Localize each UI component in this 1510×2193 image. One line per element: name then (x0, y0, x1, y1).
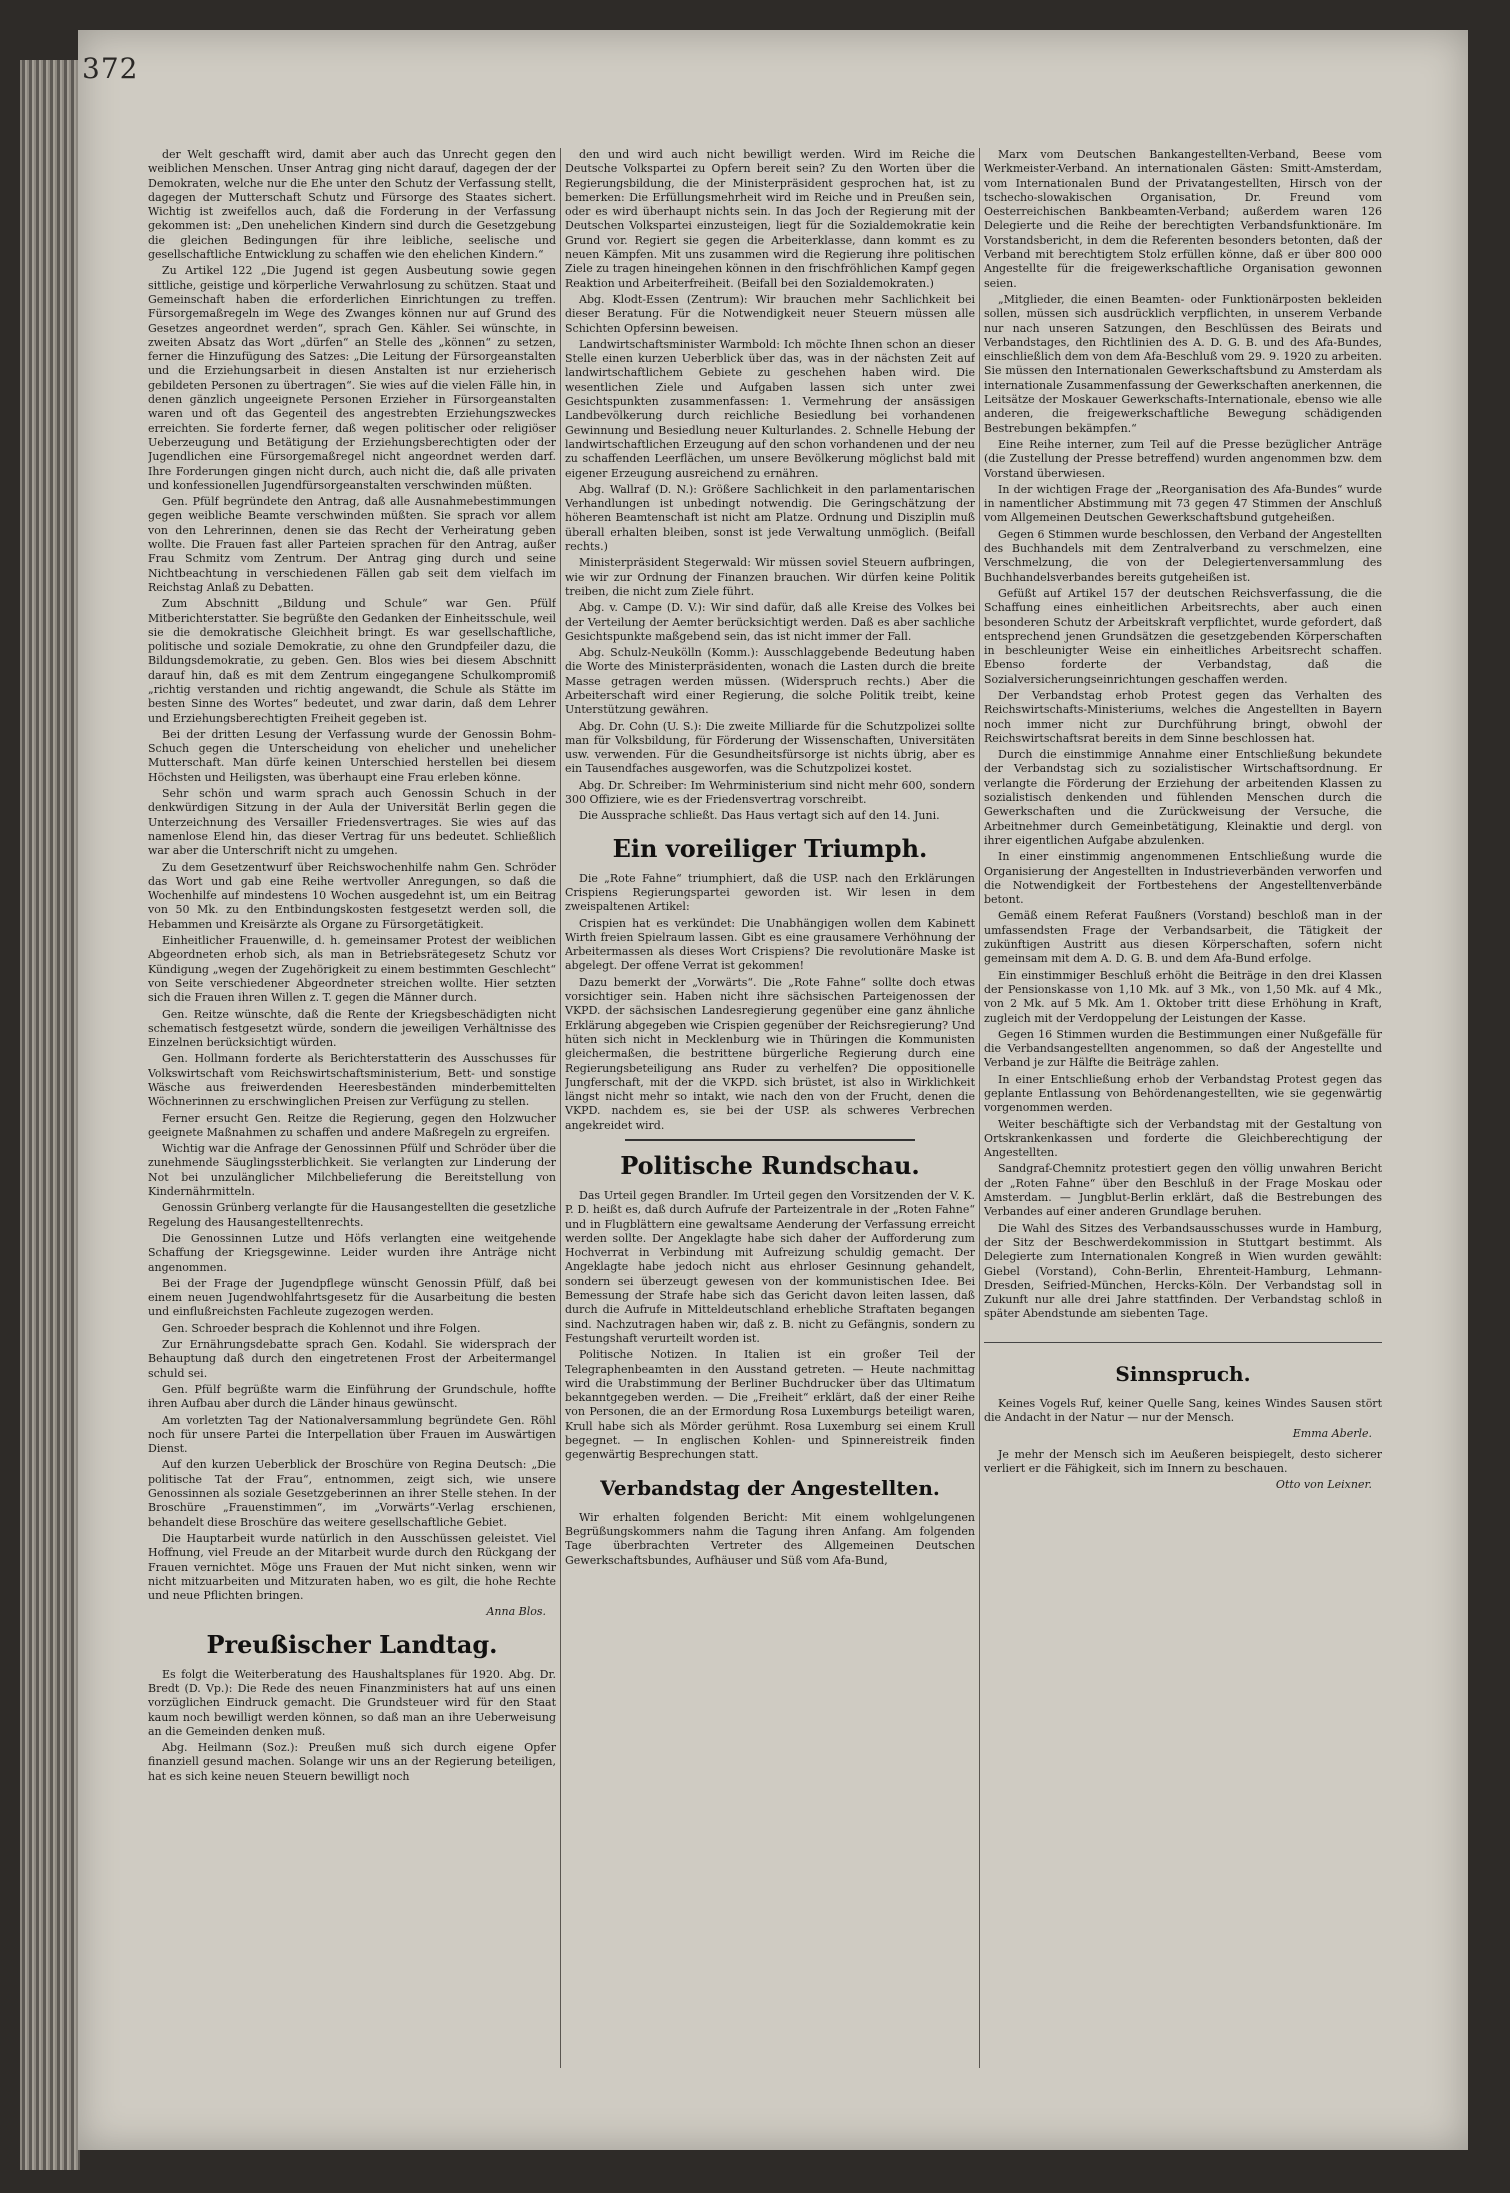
column-rule (560, 148, 561, 2068)
paragraph: Gen. Reitze wünschte, daß die Rente der Kriegsbeschädigten nicht schematisch festgesetzt würde, sondern die jeweiligen Verhältnisse des Einzelnen berücksichtigt würden. (148, 1007, 556, 1050)
paragraph: Das Urteil gegen Brandler. Im Urteil gegen den Vorsitzenden der V. K. P. D. heißt es, daß durch Aufrufe der Parteizentrale in der „Roten Fahne“ und in Flugblättern eine gewaltsame Aenderung der Verfassung erreicht werden sollte. Der Angeklagte habe sich daher der Aufforderung zum Hochverrat in Verbindung mit Aufreizung schuldig gemacht. Der Angeklagte habe jedoch nicht aus ehrloser Gesinnung gehandelt, sondern sei überzeugt gewesen von der kommunistischen Idee. Bei Bemessung der Strafe habe sich das Gericht davon leiten lassen, daß durch die Aufrufe in Mitteldeutschland erhebliche Straftaten begangen sind. Nachzutragen haben wir, daß z. B. nicht zu Gefängnis, sondern zu Festungshaft verurteilt worden ist. (565, 1189, 975, 1345)
column-3-body (984, 148, 1382, 1322)
paragraph: Die Hauptarbeit wurde natürlich in den Ausschüssen geleistet. Viel Hoffnung, viel Freude an der Mitarbeit wurde durch den Rückgang der Frauen vernichtet. Möge uns Frauen der Mut nicht sinken, wenn wir nicht mitzuarbeiten und Mitzuraten haben, wo es gilt, die hohe Rechte und neue Pflichten bringen. (148, 1531, 556, 1603)
sinnspruch2-text: Je mehr der Mensch sich im Aeußeren beispiegelt, desto sicherer verliert er die Fähigkeit, sich im Innern zu beschauen. (984, 1447, 1382, 1475)
paragraph: Abg. Wallraf (D. N.): Größere Sachlichkeit in den parlamentarischen Verhandlungen ist unbedingt notwendig. Die Geringschätzung der höheren Beamtenschaft ist nicht am Platze. Ordnung und Disziplin muß überall erhalten bleiben, sonst ist jede Verwaltung unmöglich. (Beifall rechts.) (565, 482, 975, 554)
paragraph: Die Wahl des Sitzes des Verbandsausschusses wurde in Hamburg, der Sitz der Beschwerdekommission in Stuttgart bestimmt. Als Delegierte zum Internationalen Kongreß in Wien wurden gewählt: Giebel (Vorstand), Cohn-Berlin, Ehrenteit-Hamburg, Lehmann-Dresden, Seifried-München, Hercks-Köln. Der Verbandstag soll in Zukunft nur alle drei Jahre stattfinden. Der Verbandstag schloß in später Abendstunde am siebenten Tage. (984, 1221, 1382, 1321)
paragraph: Einheitlicher Frauenwille, d. h. gemeinsamer Protest der weiblichen Abgeordneten erhob sich, als man in Betriebsrätegesetz Schutz vor Kündigung „wegen der Zugehörigkeit zu einem bestimmten Geschlecht“ von Seite verschiedener Abgeordneter streichen wollte. Hier setzten sich die Frauen ihren Willen z. T. gegen die Männer durch. (148, 934, 556, 1005)
landtag-body (148, 1668, 556, 1784)
paragraph: Gen. Hollmann forderte als Berichterstatterin des Ausschusses für Volkswirtschaft vom Reichswirtschaftsministerium, Bett- und sonstige Wäsche aus freiwerdenden Heeresbeständen minderbemittelten Wöchnerinnen zu erschwinglichen Preisen zur Verfügung zu stellen. (148, 1052, 556, 1109)
sinnspruch2-author: Otto von Leixner. (1275, 1478, 1372, 1492)
paragraph: Sehr schön und warm sprach auch Genossin Schuch in der denkwürdigen Sitzung in der Aula der Universität Berlin gegen die Unterzeichnung des Versailler Friedensvertrages. Sie wies auf das namenlose Elend hin, das dieser Vertrag für uns bedeutet. Schließlich war aber die Unterschrift nicht zu umgehen. (148, 787, 556, 858)
paragraph: Gegen 6 Stimmen wurde beschlossen, den Verband der Angestellten des Buchhandels mit dem Zentralverband zu verschmelzen, eine Verschmelzung, die von der Delegiertenversammlung des Buchhandelsverbandes bereits gutgeheißen ist. (984, 527, 1382, 584)
paragraph: Ein einstimmiger Beschluß erhöht die Beiträge in den drei Klassen der Pensionskasse von 1,10 Mk. auf 3 Mk., von 1,50 Mk. auf 4 Mk., von 2 Mk. auf 5 Mk. Am 1. Oktober tritt diese Erhöhung in Kraft, zugleich mit der Verdoppelung der Leistungen der Kasse. (984, 968, 1382, 1025)
paragraph: In einer einstimmig angenommenen Entschließung wurde die Organisierung der Angestellten in Industrieverbänden verworfen und die Notwendigkeit der Fortbestehens der Angestelltenverbände betont. (984, 850, 1382, 907)
paragraph: Abg. Klodt-Essen (Zentrum): Wir brauchen mehr Sachlichkeit bei dieser Beratung. Für die Notwendigkeit neuer Steuern müssen alle Schichten Opfersinn beweisen. (565, 292, 975, 335)
signature: Anna Blos. (486, 1605, 546, 1619)
paragraph: Gen. Pfülf begründete den Antrag, daß alle Ausnahmebestimmungen gegen weibliche Beamte verschwinden müßten. Sie sprach vor allem von den Lehrerinnen, denen sie das Recht der Verheiratung geben wollte. Die Frauen fast aller Parteien sprachen für den Antrag, außer Frau Schmitz vom Zentrum. Der Antrag ging durch und seine Nichtbeachtung in verschiedenen Fällen gab seit dem vielfach im Reichstag Anlaß zu Debatten. (148, 495, 556, 594)
headline-verbandstag: Verbandstag der Angestellten. (600, 1475, 940, 1500)
sinnspruch-box (984, 1342, 1382, 1493)
paragraph: Gegen 16 Stimmen wurden die Bestimmungen einer Nußgefälle für die Verbandsangestellten angenommen, so daß der Angestellte und Verband je zur Hälfte die Beiträge zahlen. (984, 1027, 1382, 1070)
paragraph: Zum Abschnitt „Bildung und Schule“ war Gen. Pfülf Mitberichterstatter. Sie begrüßte den Gedanken der Einheitsschule, weil sie die demokratische Gleichheit bringt. Es war gesellschaftliche, politische und soziale Demokratie, zu ohne den Grundpfeiler dazu, die Bildungsdemokratie, zu geben. Gen. Blos wies bei diesem Abschnitt darauf hin, daß es mit dem Zentrum eingegangene Schulkompromiß „richtig verstanden und richtig angewandt, die Schule als Stätte im besten Sinne des Wortes“ bedeutet, und zwar darin, daß dem Lehrer und Erziehungsberechtigten Freiheit gegeben ist. (148, 597, 556, 725)
paragraph: „Mitglieder, die einen Beamten- oder Funktionärposten bekleiden sollen, müssen sich ausdrücklich verpflichten, in unserem Verbande nur nach unseren Satzungen, den Beschlüssen des Beirats und Verbandstages, den Richtlinien des A. D. G. B. und des Afa-Bundes, einschließlich dem von dem Afa-Beschluß vom 29. 9. 1920 zu arbeiten. Sie müssen den Internationalen Gewerkschaftsbund zu Amsterdam als internationale Zusammenfassung der Gewerkschaften anerkennen, die Leitsätze der Moskauer Gewerkschafts-Internationale, ebenso wie alle anderen, die freigewerkschaftliche Bewegung schädigenden Bestrebungen bekämpfen.“ (984, 292, 1382, 435)
paragraph: Eine Reihe interner, zum Teil auf die Presse bezüglicher Anträge (die Zustellung der Presse betreffend) wurden angenommen bzw. dem Vorstand überwiesen. (984, 437, 1382, 480)
page-number: 372 (82, 52, 139, 85)
paragraph: Abg. Dr. Schreiber: Im Wehrministerium sind nicht mehr 600, sondern 300 Offiziere, wie es der Friedensvertrag vorschreibt. (565, 778, 975, 807)
paragraph: Politische Notizen. In Italien ist ein großer Teil der Telegraphenbeamten in den Ausstand getreten. — Heute nachmittag wird die Urabstimmung der Berliner Buchdrucker über das Ultimatum bekanntgegeben werden. — Die „Freiheit“ erklärt, daß der einer Reihe von Personen, die an der Ermordung Rosa Luxemburgs beteiligt waren, Krull habe sich als Mörder gerühmt. Rosa Luxemburg sei einem Krull begegnet. — In englischen Kohlen- und Spinnereistreik finden gegenwärtig Besprechungen statt. (565, 1348, 975, 1462)
headline-landtag: Preußischer Landtag. (206, 1629, 498, 1659)
paragraph: Durch die einstimmige Annahme einer Entschließung bekundete der Verbandstag sich zu sozialistischer Wirtschaftsordnung. Er verlangte die Förderung der Erziehung der arbeitenden Klassen zu sozialistisch denkenden und fühlenden Menschen durch die Gewerkschaften und die Zurückweisung der Versuche, die Arbeitnehmer durch Gemeinbetätigung, Kleinaktie und dergl. von ihrer eigentlichen Aufgabe abzulenken. (984, 748, 1382, 847)
paragraph: Abg. v. Campe (D. V.): Wir sind dafür, daß alle Kreise des Volkes bei der Verteilung der Aemter berücksichtigt werden. Daß es aber sachliche Gesichtspunkte maßgebend sein, das ist nicht immer der Fall. (565, 601, 975, 643)
paragraph: Dazu bemerkt der „Vorwärts“. Die „Rote Fahne“ sollte doch etwas vorsichtiger sein. Haben nicht ihre sächsischen Parteigenossen der VKPD. der sächsischen Landesregierung gegenüber eine ganz ähnliche Erklärung abgegeben wie Crispien gegenüber der Reichsregierung? Und hüten sich nicht in Mecklenburg wie in Thüringen die Kommunisten gleichermaßen, die bestrittene bürgerliche Regierung durch eine Regierungsbeteiligung ans Ruder zu verhelfen? Die oppositionelle Jungferschaft, mit der die VKPD. sich brüstet, ist also in Wirklichkeit längst nicht mehr so intakt, wie nach den von der Frucht, denen die VKPD. nachdem es, sie bei der USP. als schweres Verbrechen angekreidet wird. (565, 975, 975, 1132)
rundschau-body (565, 1189, 975, 1463)
column-1-body (148, 148, 556, 1603)
paragraph: Gemäß einem Referat Faußners (Vorstand) beschloß man in der umfassendsten Frage der Verbandsarbeit, die Tätigkeit der zukünftigen Austritt aus diesen Körperschaften, sofern nicht gemeinsam mit dem A. D. G. B. und dem Afa-Bund erfolge. (984, 909, 1382, 966)
paragraph: Der Verbandstag erhob Protest gegen das Verhalten des Reichswirtschafts-Ministeriums, welches die Angestellten in Bayern noch immer nicht zur Durchführung bringt, obwohl der Reichswirtschaftsrat bereits in dem Sinne beschlossen hat. (984, 688, 1382, 745)
column-3 (984, 148, 1382, 2088)
paragraph: Auf den kurzen Ueberblick der Broschüre von Regina Deutsch: „Die politische Tat der Frau“, entnommen, zeigt sich, wie unsere Genossinnen als soziale Gesetzgeberinnen an ihrer Stelle stehen. In der Broschüre „Frauenstimmen“, im „Vorwärts“-Verlag erschienen, behandelt diese Broschüre das weitere gesellschaftliche Gebiet. (148, 1458, 556, 1529)
paragraph: Zur Ernährungsdebatte sprach Gen. Kodahl. Sie widersprach der Behauptung daß durch den eingetretenen Frost der Arbeitermangel schuld sei. (148, 1338, 556, 1380)
headline-triumph: Ein voreiliger Triumph. (612, 833, 928, 863)
paragraph: Genossin Grünberg verlangte für die Hausangestellten die gesetzliche Regelung des Hausangestelltenrechts. (148, 1201, 556, 1229)
paragraph: Gefüßt auf Artikel 157 der deutschen Reichsverfassung, die die Schaffung eines einheitlichen Arbeitsrechts, aber auch einen besonderen Schutz der Arbeitskraft verpflichtet, wurde gefordert, daß entsprechend jenen Grundsätzen die gesetzgebenden Körperschaften in beschleunigter Weise ein einheitliches Arbeitsrecht schaffen. Ebenso forderte der Verbandstag, daß die Sozialversicherungseinrichtungen geschaffen werden. (984, 586, 1382, 686)
page-stack-edge (20, 60, 80, 2170)
paragraph: Die „Rote Fahne“ triumphiert, daß die USP. nach den Erklärungen Crispiens Regierungspartei geworden ist. Wir lesen in dem zweispaltenen Artikel: (565, 871, 975, 914)
paragraph: Abg. Dr. Cohn (U. S.): Die zweite Milliarde für die Schutzpolizei sollte man für Volksbildung, für Förderung der Wissenschaften, Universitäten usw. verwenden. Für die Gesundheitsfürsorge ist nichts übrig, aber es ein Tausendfaches ausgeworfen, was die Schutzpolizei kostet. (565, 719, 975, 776)
sinnspruch-author: Emma Aberle. (1292, 1427, 1372, 1441)
paragraph: Sandgraf-Chemnitz protestiert gegen den völlig unwahren Bericht der „Roten Fahne“ über den Beschluß in der Frage Moskau oder Amsterdam. — Jungblut-Berlin erklärt, daß die Bestrebungen des Verbandes auf einer anderen Grundlage beruhen. (984, 1162, 1382, 1219)
paragraph: Die Aussprache schließt. Das Haus vertagt sich auf den 14. Juni. (579, 809, 940, 823)
paragraph: Wichtig war die Anfrage der Genossinnen Pfülf und Schröder über die zunehmende Säuglingssterblichkeit. Sie verlangten zur Linderung der Not bei unzulänglicher Milchbelieferung die Bereitstellung von Kindernährmitteln. (148, 1142, 556, 1199)
paragraph: Marx vom Deutschen Bankangestellten-Verband, Beese vom Werkmeister-Verband. An internationalen Gästen: Smitt-Amsterdam, vom Internationalen Bund der Privatangestellten, Hirsch von der tschecho-slowakischen Organisation, Dr. Freund vom Oesterreichischen Bankbeamten-Verband; außerdem waren 126 Delegierte und die Reihe der berechtigten Verbandsfunktionäre. Im Vorstandsbericht, in dem die Referenten besonders betonten, daß der Verband mit berechtigtem Stolz erfüllen könne, daß er über 800 000 Angestellte für die freigewerkschaftliche Organisation gewonnen seien. (984, 148, 1382, 290)
headline-sinnspruch: Sinnspruch. (1115, 1361, 1251, 1386)
paragraph: Zu Artikel 122 „Die Jugend ist gegen Ausbeutung sowie gegen sittliche, geistige und körperliche Verwahrlosung zu schützen. Staat und Gemeinschaft haben die erforderlichen Einrichtungen zu treffen. Fürsorgemaßregeln im Wege des Zwanges können nur auf Grund des Gesetzes angeordnet werden“, sprach Gen. Kähler. Sei wünschte, in zweiten Absatz das Wort „dürfen“ an Stelle des „können“ zu setzen, ferner die Hinzufügung des Satzes: „Die Leitung der Fürsorgeanstalten und die Erziehungsarbeit in diesen Anstalten ist nur erzieherisch gebildeten Personen zu übertragen“. Sie wies auf die vielen Fälle hin, in denen gänzlich ungeeignete Personen Erzieher in Fürsorgeanstalten waren und oft das Gegenteil des angestrebten Erziehungszweckes erreichten. Sie forderte ferner, daß wegen politischer oder religiöser Ueberzeugung und Betätigung der Erziehungsberechtigten oder der Jugendlichen eine Fürsorgemaßregel nicht angeordnet werden darf. Ihre Forderungen gingen nicht durch, auch nicht die, daß alle privaten und konfessionellen Jugendfürsorgeanstalten verschwinden müßten. (148, 264, 556, 492)
paragraph: Gen. Pfülf begrüßte warm die Einführung der Grundschule, hoffte ihren Aufbau aber durch die Länder hinaus gewünscht. (148, 1382, 556, 1411)
paragraph: den und wird auch nicht bewilligt werden. Wird im Reiche die Deutsche Volkspartei zu Opfern bereit sein? Zu den Worten über die Regierungsbildung, die der Ministerpräsident gesprochen hat, ist zu bemerken: Die Erfüllungsmehrheit wird im Reiche und in Preußen sein, oder es wird überhaupt nichts sein. In das Joch der Regierung mit der Deutschen Volkspartei einzusteigen, liegt für die Sozialdemokratie kein Grund vor. Regiert sie gegen die Arbeiterklasse, dann kommt es zu neuen Kämpfen. Mit uns zusammen wird die Regierung ihre politischen Ziele zu tragen hineingehen können in den frischfröhlichen Kampf gegen Reaktion und Arbeiterfreiheit. (Beifall bei den Sozialdemokraten.) (565, 148, 975, 290)
paragraph: Zu dem Gesetzentwurf über Reichswochenhilfe nahm Gen. Schröder das Wort und gab eine Reihe wertvoller Anregungen, so daß die Wochenhilfe auf mindestens 10 Wochen ausgedehnt ist, um ein Beitrag von 50 Mk. zu den Entbindungskosten festgesetzt werden soll, die Hebammen und Kreisärzte als Organe zu Fürsorgetätigkeit. (148, 860, 556, 931)
paragraph: Weiter beschäftigte sich der Verbandstag mit der Gestaltung von Ortskrankenkassen und forderte die Gleichberechtigung der Angestellten. (984, 1117, 1382, 1160)
paragraph: Landwirtschaftsminister Warmbold: Ich möchte Ihnen schon an dieser Stelle einen kurzen Ueberblick über das, was in der nächsten Zeit auf landwirtschaftlichem Gebiete zu geschehen haben wird. Die wesentlichen Ziele und Aufgaben lassen sich unter zwei Gesichtspunkten zusammenfassen: 1. Vermehrung der ansässigen Landbevölkerung durch reichliche Besiedlung bei vorhandenen Gewinnung und Besiedlung neuer Kulturlandes. 2. Schnelle Hebung der landwirtschaftlichen Erzeugung auf den schon vorhandenen und der neu zu schaffenden Leerflächen, um unsere Bevölkerung möglichst bald mit eigener Erzeugung ausreichend zu ernähren. (565, 337, 975, 480)
headline-rundschau: Politische Rundschau. (620, 1151, 920, 1180)
paragraph: Die Genossinnen Lutze und Höfs verlangten eine weitgehende Schaffung der Kriegsgewinne. Leider wurden ihre Anträge nicht angenommen. (148, 1231, 556, 1274)
column-2-body (565, 148, 975, 824)
paragraph: Crispien hat es verkündet: Die Unabhängigen wollen dem Kabinett Wirth freien Spielraum lassen. Gibt es eine grausamere Verhöhnung der Arbeitermassen als dieses Wort Crispiens? Die revolutionäre Maske ist abgelegt. Der offene Verrat ist gekommen! (565, 916, 975, 973)
paragraph: Am vorletzten Tag der Nationalversammlung begründete Gen. Röhl noch für unsere Partei die Interpellation über Frauen im Auswärtigen Dienst. (148, 1413, 556, 1456)
paragraph: Bei der Frage der Jugendpflege wünscht Genossin Pfülf, daß bei einem neuen Jugendwohlfahrtsgesetz für die Ausarbeitung die besten und einflußreichsten Fachleute zugezogen werden. (148, 1276, 556, 1319)
verbandstag-paragraph: Wir erhalten folgenden Bericht: Mit einem wohlgelungenen Begrüßungskommers nahm die Tagung ihren Anfang. Am folgenden Tage überbrachten Vertreter des Allgemeinen Deutschen Gewerkschaftsbundes, Aufhäuser und Süß vom Afa-Bund, (565, 1510, 975, 1567)
column-2 (565, 148, 975, 2078)
paragraph: Bei der dritten Lesung der Verfassung wurde der Genossin Bohm-Schuch gegen die Unterscheidung von ehelicher und unehelicher Mutterschaft. Man dürfe keinen Unterschied herstellen bei diesem Höchsten und Heiligsten, was überhaupt eine Frau erleben könne. (148, 727, 556, 784)
column-rule (979, 148, 980, 2068)
divider (625, 1139, 915, 1141)
triumph-body (565, 872, 975, 1133)
paragraph: Ferner ersucht Gen. Reitze die Regierung, gegen den Holzwucher geeignete Maßnahmen zu schaffen und andere Maßregeln zu ergreifen. (148, 1111, 556, 1139)
paragraph: der Welt geschafft wird, damit aber auch das Unrecht gegen den weiblichen Menschen. Unser Antrag ging nicht darauf, dagegen der der Demokraten, welche nur die Ehe unter den Schutz der Verfassung stellt, dagegen der Mutterschaft Schutz und Fürsorge des Staates sichert. Wichtig ist zweifellos auch, daß die Forderung in der Verfassung gekommen ist: „Den unehelichen Kindern sind durch die Gesetzgebung die gleichen Bedingungen für ihre leibliche, seelische und gesellschaftliche Entwicklung zu schaffen wie den ehelichen Kindern.“ (148, 148, 556, 262)
paragraph: Ministerpräsident Stegerwald: Wir müssen soviel Steuern aufbringen, wie wir zur Ordnung der Finanzen brauchen. Wir dürfen keine Politik treiben, die nicht zum Ziele führt. (565, 556, 975, 598)
paragraph: Abg. Schulz-Neukölln (Komm.): Ausschlaggebende Bedeutung haben die Worte des Ministerpräsidenten, wonach die Lasten durch die breite Masse getragen werden müssen. (Widerspruch rechts.) Aber die Arbeiterschaft wird einer Regierung, die solche Politik treibt, keine Unterstützung gewähren. (565, 646, 975, 717)
paragraph: Abg. Heilmann (Soz.): Preußen muß sich durch eigene Opfer finanziell gesund machen. Solange wir uns an der Regierung beteiligen, hat es sich keine neuen Steuern bewilligt noch (148, 1741, 556, 1783)
paragraph: Gen. Schroeder besprach die Kohlennot und ihre Folgen. (162, 1321, 481, 1335)
sinnspruch-text: Keines Vogels Ruf, keiner Quelle Sang, keines Windes Sausen stört die Andacht in der Natur — nur der Mensch. (984, 1396, 1382, 1425)
paragraph: Es folgt die Weiterberatung des Haushaltsplanes für 1920. Abg. Dr. Bredt (D. Vp.): Die Rede des neuen Finanzministers hat auf uns einen vorzüglichen Eindruck gemacht. Die Grundsteuer wird für den Staat kaum noch bewilligt werden können, so daß man an ihre Ueberweisung an die Gemeinden denken muß. (148, 1667, 556, 1738)
paragraph: In einer Entschließung erhob der Verbandstag Protest gegen das geplante Entlassung von Behördenangestellten, wie sie gegenwärtig vorgenommen werden. (984, 1072, 1382, 1115)
paragraph: In der wichtigen Frage der „Reorganisation des Afa-Bundes“ wurde in namentlicher Abstimmung mit 73 gegen 47 Stimmen der Anschluß vom Allgemeinen Deutschen Gewerkschaftsbund gutgeheißen. (984, 482, 1382, 525)
column-1 (148, 148, 556, 2078)
